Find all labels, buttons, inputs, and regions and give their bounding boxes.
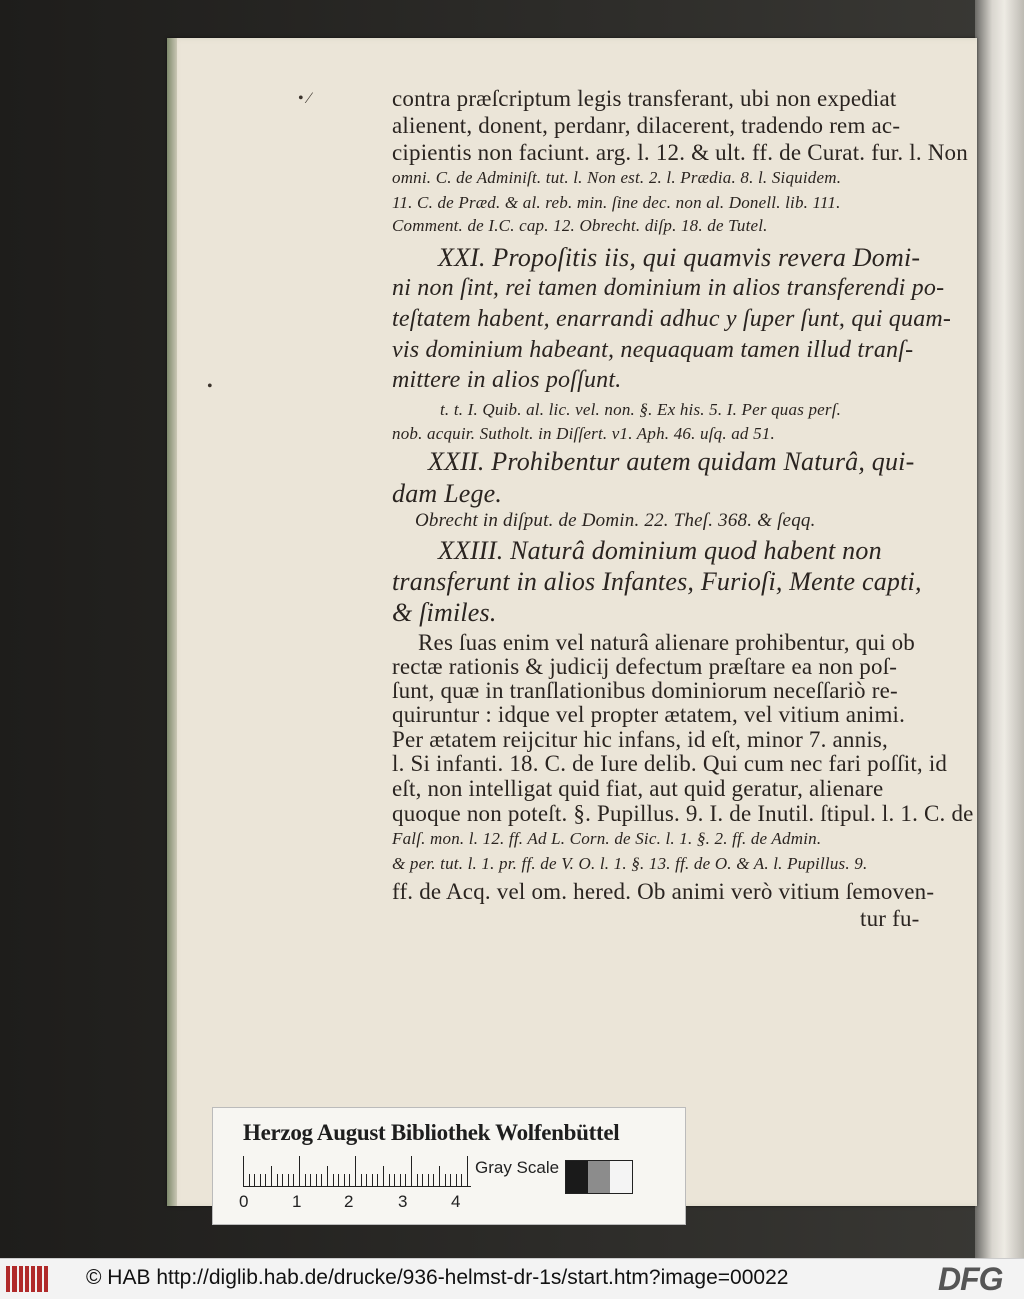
gray-swatch-light bbox=[610, 1161, 632, 1193]
ruler-tick bbox=[461, 1174, 462, 1186]
thesis-line: dam Lege. bbox=[392, 479, 503, 508]
text-line: ff. de Acq. vel om. hered. Ob animi verò vitium ſemoven- bbox=[392, 879, 935, 904]
ruler-tick bbox=[439, 1166, 440, 1186]
ruler-tick bbox=[282, 1174, 283, 1186]
ruler-tick bbox=[243, 1156, 244, 1186]
citation-line: nob. acquir. Sutholt. in Diſſert. v1. Aph. 46. uſq. ad 51. bbox=[392, 424, 775, 443]
ruler bbox=[243, 1156, 471, 1187]
thesis-line: & ſimiles. bbox=[392, 598, 497, 627]
ruler-tick bbox=[445, 1174, 446, 1186]
citation-line: & per. tut. l. 1. pr. ff. de V. O. l. 1. §. 13. ff. de O. & A. l. Pupillus. 9. bbox=[392, 854, 868, 873]
ruler-tick bbox=[288, 1174, 289, 1186]
margin-mark-middle: • bbox=[207, 378, 213, 395]
text-line: contra præſcriptum legis transferant, ubi non expediat bbox=[392, 86, 897, 111]
ruler-tick bbox=[344, 1174, 345, 1186]
ruler-number: 3 bbox=[398, 1192, 408, 1211]
ruler-tick bbox=[271, 1166, 272, 1186]
dfg-logo: DFG bbox=[938, 1261, 1003, 1297]
ruler-tick bbox=[450, 1174, 451, 1186]
color-calibration-chart bbox=[212, 1107, 686, 1225]
ruler-tick bbox=[422, 1174, 423, 1186]
ruler-tick bbox=[254, 1174, 255, 1186]
ruler-tick bbox=[249, 1174, 250, 1186]
gray-scale-swatches bbox=[565, 1160, 633, 1194]
ruler-tick bbox=[467, 1156, 468, 1186]
thesis-line: mittere in alios poſſunt. bbox=[392, 367, 622, 393]
ruler-tick bbox=[361, 1174, 362, 1186]
ruler-number: 0 bbox=[239, 1192, 249, 1211]
thesis-heading: XXIII. Naturâ dominium quod habent non bbox=[438, 536, 882, 565]
citation-line: Obrecht in diſput. de Domin. 22. Theſ. 368. & ſeqq. bbox=[415, 510, 816, 531]
thesis-line: transferunt in alios Infantes, Furioſi, Mente capti, bbox=[392, 567, 922, 596]
chart-title: Herzog August Bibliothek Wolfenbüttel bbox=[243, 1120, 620, 1145]
text-line: quiruntur : idque vel propter ætatem, vel vitium animi. bbox=[392, 702, 906, 727]
ruler-tick bbox=[411, 1156, 412, 1186]
ruler-tick bbox=[372, 1174, 373, 1186]
ruler-tick bbox=[310, 1174, 311, 1186]
footer-url[interactable]: © HAB http://diglib.hab.de/drucke/936-helmst-dr-1s/start.htm?image=00022 bbox=[86, 1266, 789, 1289]
ruler-tick bbox=[316, 1174, 317, 1186]
ruler-tick bbox=[305, 1174, 306, 1186]
text-line: ſunt, quæ in tranſlationibus dominiorum neceſſariò re- bbox=[392, 678, 898, 703]
ruler-tick bbox=[321, 1174, 322, 1186]
ruler-tick bbox=[377, 1174, 378, 1186]
ruler-number: 2 bbox=[344, 1192, 354, 1211]
ruler-tick bbox=[417, 1174, 418, 1186]
margin-mark-top: • ⁄ bbox=[298, 90, 311, 107]
text-line: l. Si infanti. 18. C. de Iure delib. Qui cum nec fari poſſit, id bbox=[392, 751, 948, 776]
ruler-tick bbox=[383, 1166, 384, 1186]
thesis-line: ni non ſint, rei tamen dominium in alios transferendi po- bbox=[392, 275, 945, 301]
page-binding-edge bbox=[167, 38, 177, 1206]
text-line: Per ætatem reijcitur hic infans, id eſt, minor 7. annis, bbox=[392, 727, 889, 752]
ruler-number: 1 bbox=[292, 1192, 302, 1211]
gray-swatch-mid bbox=[588, 1161, 610, 1193]
citation-line: omni. C. de Adminiſt. tut. l. Non est. 2. l. Prædia. 8. l. Siquidem. bbox=[392, 168, 842, 187]
text-line: Res ſuas enim vel naturâ alienare prohibentur, qui ob bbox=[418, 630, 916, 655]
ruler-tick bbox=[428, 1174, 429, 1186]
ruler-tick bbox=[260, 1174, 261, 1186]
citation-line: Comment. de I.C. cap. 12. Obrecht. diſp. 18. de Tutel. bbox=[392, 216, 768, 235]
text-line: alienent, donent, perdanr, dilacerent, tradendo rem ac- bbox=[392, 113, 901, 138]
ruler-tick bbox=[389, 1174, 390, 1186]
ruler-tick bbox=[400, 1174, 401, 1186]
gray-scale-label: Gray Scale bbox=[475, 1158, 560, 1177]
thesis-heading: XXII. Prohibentur autem quidam Naturâ, qui- bbox=[428, 447, 915, 476]
ruler-number: 4 bbox=[451, 1192, 461, 1211]
ruler-tick bbox=[456, 1174, 457, 1186]
citation-line: 11. C. de Præd. & al. reb. min. ſine dec. non al. Donell. lib. 111. bbox=[392, 193, 841, 212]
ruler-tick bbox=[299, 1156, 300, 1186]
ruler-tick bbox=[333, 1174, 334, 1186]
ruler-tick bbox=[338, 1174, 339, 1186]
citation-line: t. t. I. Quib. al. lic. vel. non. §. Ex his. 5. I. Per quas perſ. bbox=[440, 400, 842, 419]
ruler-tick bbox=[277, 1174, 278, 1186]
adjacent-page-edge bbox=[975, 0, 1024, 1258]
text-line: cipientis non faciunt. arg. l. 12. & ult. ff. de Curat. fur. l. Non bbox=[392, 140, 968, 165]
ruler-tick bbox=[366, 1174, 367, 1186]
catchword: tur fu- bbox=[860, 906, 920, 931]
thesis-line: teſtatem habent, enarrandi adhuc y ſuper ſunt, qui quam- bbox=[392, 306, 952, 332]
ruler-tick bbox=[355, 1156, 356, 1186]
ruler-tick bbox=[405, 1174, 406, 1186]
text-line: rectæ rationis & judicij defectum præſtare ea non poſ- bbox=[392, 654, 898, 679]
ruler-tick bbox=[327, 1166, 328, 1186]
footer-bar bbox=[0, 1258, 1024, 1299]
document-page bbox=[167, 38, 977, 1206]
thesis-heading: XXI. Propoſitis iis, qui quamvis revera Domi- bbox=[438, 243, 921, 272]
gray-swatch-dark bbox=[566, 1161, 588, 1193]
ruler-tick bbox=[265, 1174, 266, 1186]
citation-line: Falſ. mon. l. 12. ff. Ad L. Corn. de Sic. l. 1. §. 2. ff. de Admin. bbox=[392, 829, 822, 848]
ruler-tick bbox=[433, 1174, 434, 1186]
hab-logo-icon bbox=[6, 1266, 48, 1292]
ruler-tick bbox=[349, 1174, 350, 1186]
thesis-line: vis dominium habeant, nequaquam tamen illud tranſ- bbox=[392, 337, 914, 363]
text-line: quoque non poteſt. §. Pupillus. 9. I. de Inutil. ſtipul. l. 1. C. de bbox=[392, 801, 974, 826]
text-line: eſt, non intelligat quid fiat, aut quid geratur, alienare bbox=[392, 776, 884, 801]
ruler-tick bbox=[293, 1174, 294, 1186]
ruler-tick bbox=[394, 1174, 395, 1186]
